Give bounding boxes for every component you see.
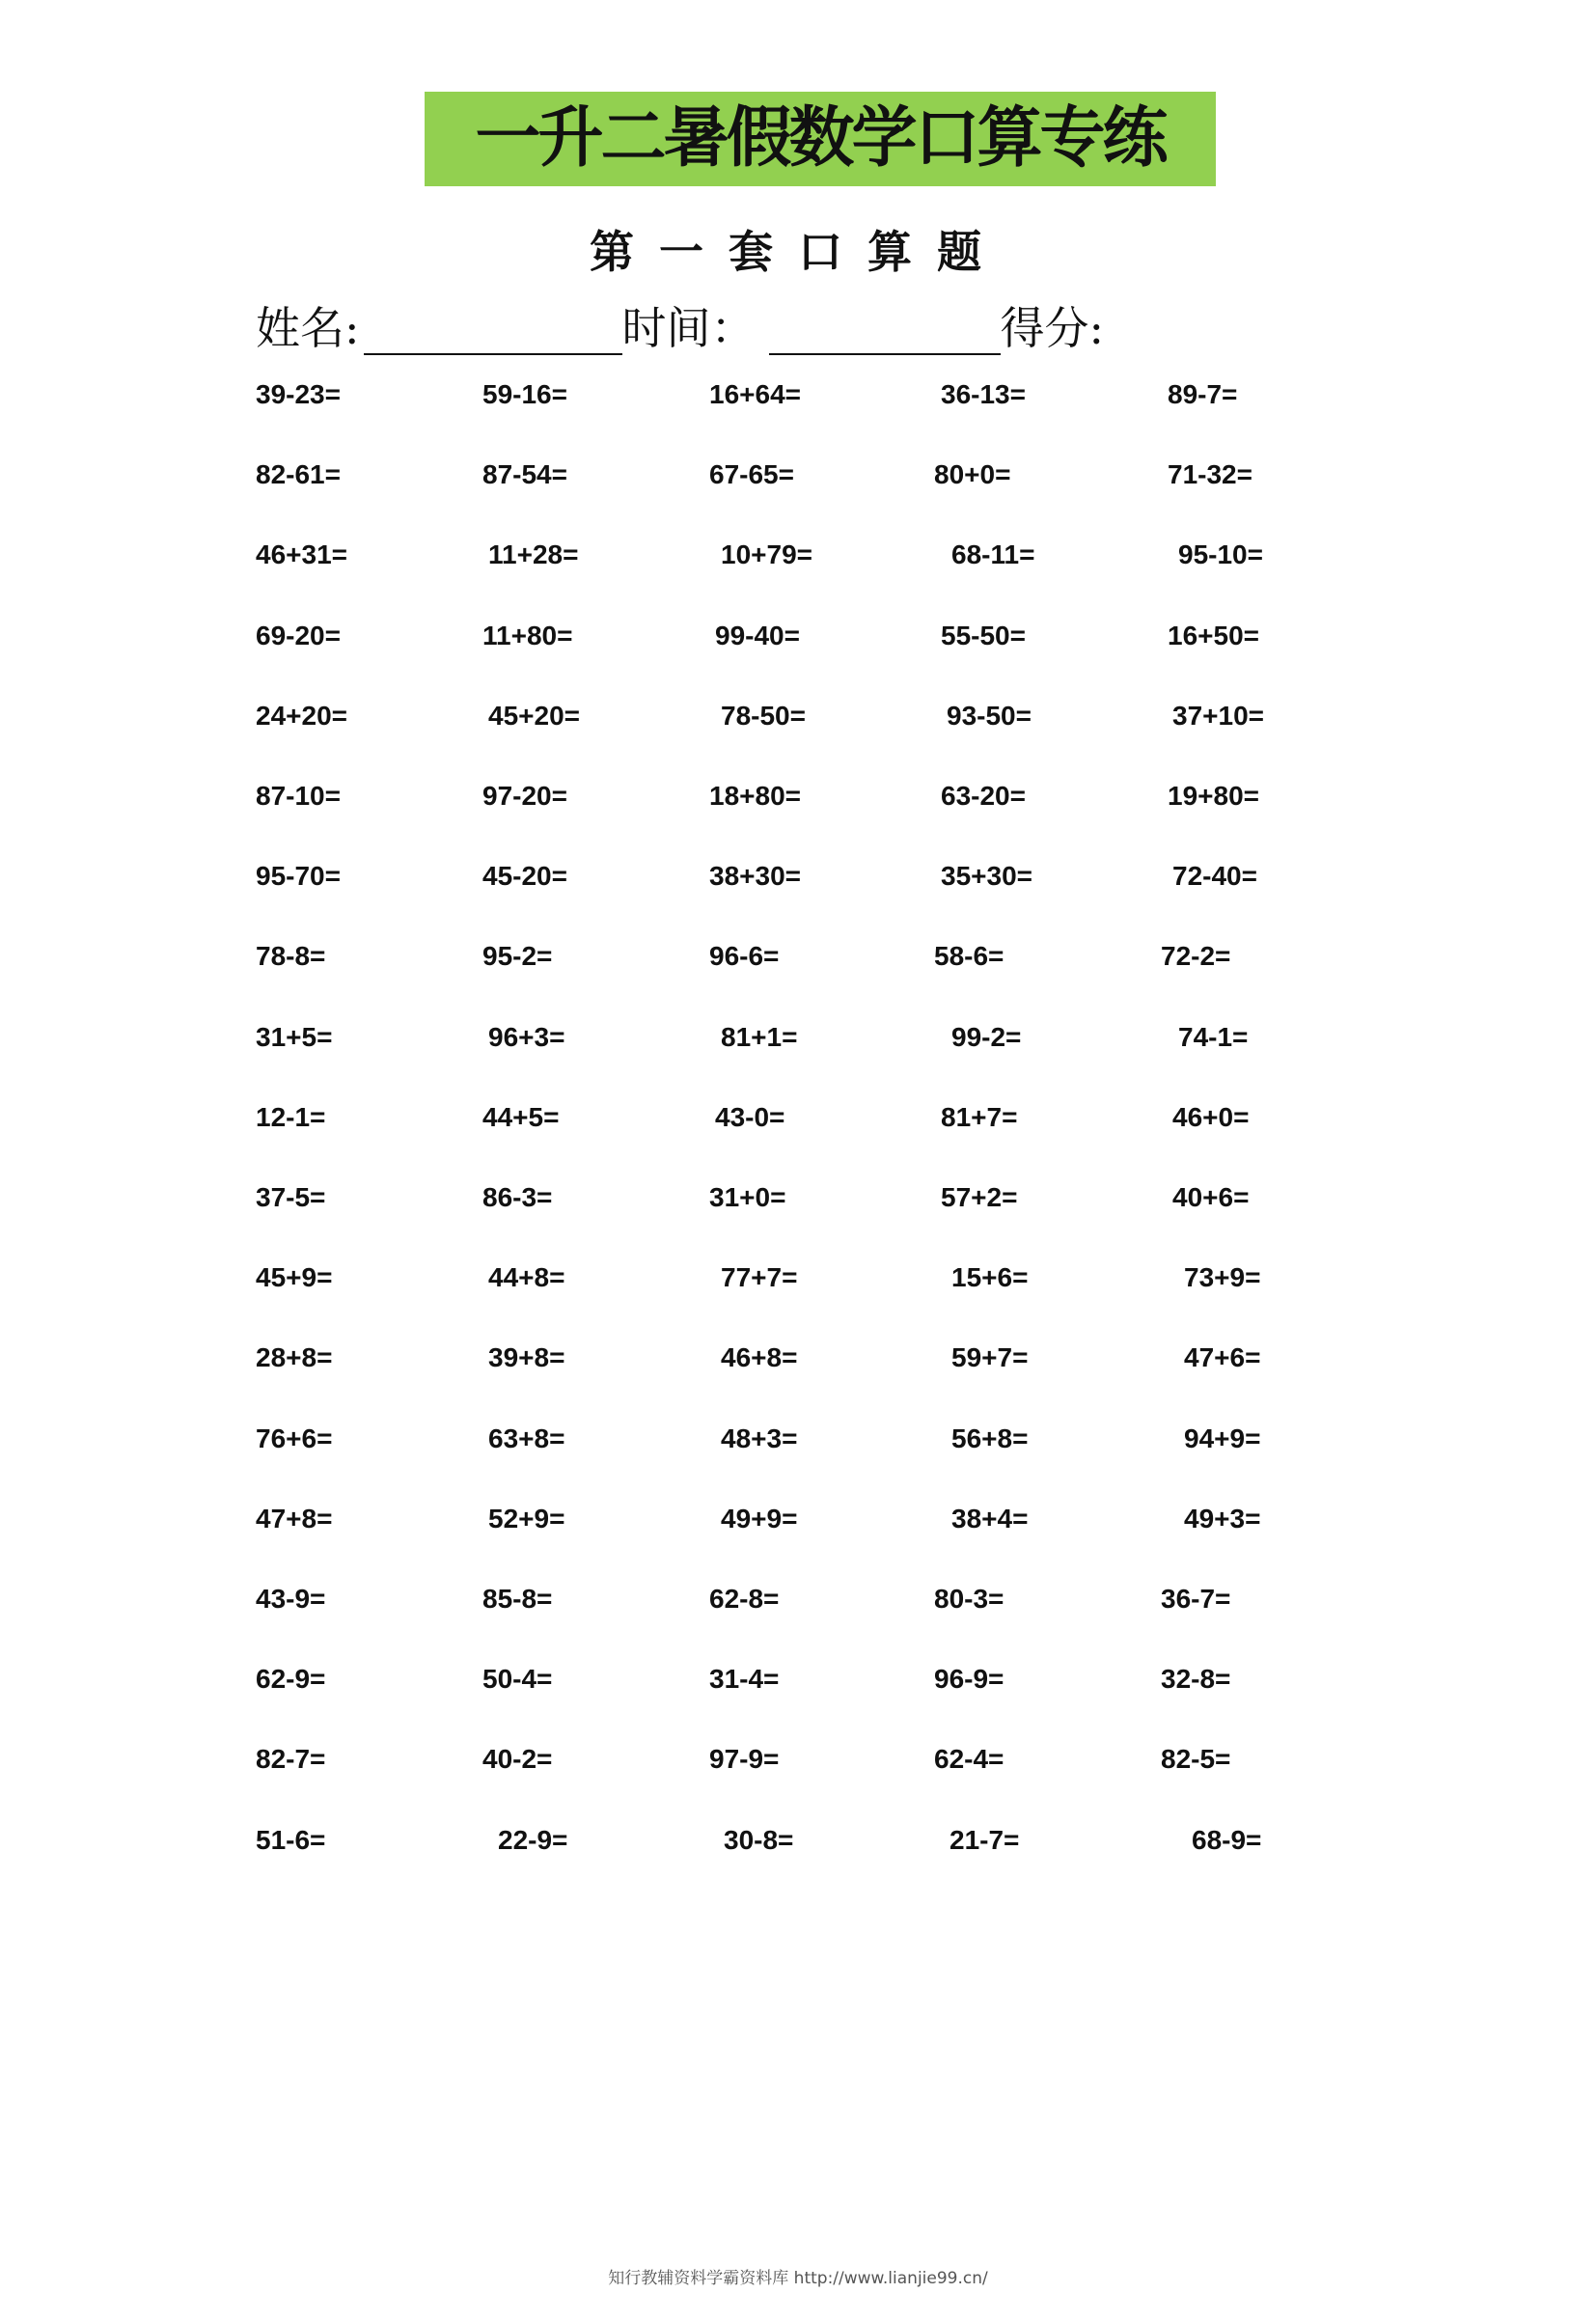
arithmetic-problem: 76+6= (256, 1423, 333, 1453)
arithmetic-problem: 97-20= (482, 781, 567, 811)
arithmetic-problem: 81+1= (721, 1022, 798, 1052)
arithmetic-problem: 63-20= (941, 781, 1026, 811)
arithmetic-problem: 10+79= (721, 539, 812, 569)
arithmetic-problem: 86-3= (482, 1182, 553, 1212)
arithmetic-problem: 31-4= (709, 1664, 780, 1694)
arithmetic-problem: 94+9= (1184, 1423, 1261, 1453)
arithmetic-problem: 73+9= (1184, 1262, 1261, 1292)
arithmetic-problem: 62-8= (709, 1584, 780, 1614)
arithmetic-problem: 22-9= (498, 1825, 568, 1855)
arithmetic-problem: 43-9= (256, 1584, 326, 1614)
arithmetic-problem: 82-5= (1161, 1744, 1231, 1774)
time-blank (769, 311, 1001, 355)
arithmetic-problem: 38+4= (951, 1504, 1029, 1534)
arithmetic-problem: 19+80= (1168, 781, 1259, 811)
arithmetic-problem: 45+9= (256, 1262, 333, 1292)
name-blank (364, 311, 622, 355)
arithmetic-problem: 39+8= (488, 1342, 565, 1372)
score-label: 得分: (1000, 302, 1104, 354)
arithmetic-problem: 38+30= (709, 861, 801, 891)
arithmetic-problem: 67-65= (709, 459, 794, 489)
arithmetic-problem: 37+10= (1172, 701, 1264, 731)
arithmetic-problem: 51-6= (256, 1825, 326, 1855)
arithmetic-problem: 55-50= (941, 621, 1026, 650)
arithmetic-problem: 16+50= (1168, 621, 1259, 650)
arithmetic-problem: 47+8= (256, 1504, 333, 1534)
footer-source: 知行教辅资料学霸资料库 http://www.lianjie99.cn/ (608, 2269, 988, 2288)
arithmetic-problem: 39-23= (256, 379, 341, 409)
arithmetic-problem: 96+3= (488, 1022, 565, 1052)
arithmetic-problem: 59+7= (951, 1342, 1029, 1372)
arithmetic-problem: 72-40= (1172, 861, 1257, 891)
arithmetic-problem: 37-5= (256, 1182, 326, 1212)
arithmetic-problem: 97-9= (709, 1744, 780, 1774)
arithmetic-problem: 11+28= (488, 539, 579, 569)
arithmetic-problem: 81+7= (941, 1102, 1018, 1132)
arithmetic-problem: 89-7= (1168, 379, 1238, 409)
arithmetic-problem: 80+0= (934, 459, 1011, 489)
arithmetic-problem: 44+5= (482, 1102, 560, 1132)
arithmetic-problem: 49+9= (721, 1504, 798, 1534)
arithmetic-problem: 52+9= (488, 1504, 565, 1534)
arithmetic-problem: 96-9= (934, 1664, 1004, 1694)
arithmetic-problem: 46+31= (256, 539, 347, 569)
arithmetic-problem: 31+5= (256, 1022, 333, 1052)
arithmetic-problem: 77+7= (721, 1262, 798, 1292)
arithmetic-problem: 35+30= (941, 861, 1032, 891)
page-title: 一升二暑假数学口算专练 (475, 100, 1166, 177)
arithmetic-problem: 78-50= (721, 701, 806, 731)
arithmetic-problem: 30-8= (724, 1825, 794, 1855)
arithmetic-problem: 48+3= (721, 1423, 798, 1453)
arithmetic-problem: 87-10= (256, 781, 341, 811)
arithmetic-problem: 43-0= (715, 1102, 785, 1132)
arithmetic-problem: 85-8= (482, 1584, 553, 1614)
arithmetic-problem: 40+6= (1172, 1182, 1250, 1212)
arithmetic-problem: 96-6= (709, 941, 780, 971)
arithmetic-problem: 80-3= (934, 1584, 1004, 1614)
arithmetic-problem: 74-1= (1178, 1022, 1249, 1052)
arithmetic-problem: 50-4= (482, 1664, 553, 1694)
arithmetic-problem: 71-32= (1168, 459, 1252, 489)
arithmetic-problem: 99-40= (715, 621, 800, 650)
worksheet-subtitle: 第一套口算题 (590, 226, 1006, 278)
arithmetic-problem: 18+80= (709, 781, 801, 811)
arithmetic-problem: 44+8= (488, 1262, 565, 1292)
arithmetic-problem: 69-20= (256, 621, 341, 650)
arithmetic-problem: 72-2= (1161, 941, 1231, 971)
arithmetic-problem: 57+2= (941, 1182, 1018, 1212)
arithmetic-problem: 78-8= (256, 941, 326, 971)
arithmetic-problem: 32-8= (1161, 1664, 1231, 1694)
arithmetic-problem: 11+80= (482, 621, 573, 650)
arithmetic-problem: 58-6= (934, 941, 1004, 971)
name-label: 姓名: (256, 302, 360, 354)
arithmetic-problem: 95-2= (482, 941, 553, 971)
arithmetic-problem: 87-54= (482, 459, 567, 489)
arithmetic-problem: 47+6= (1184, 1342, 1261, 1372)
arithmetic-problem: 46+0= (1172, 1102, 1250, 1132)
arithmetic-problem: 16+64= (709, 379, 801, 409)
arithmetic-problem: 82-7= (256, 1744, 326, 1774)
arithmetic-problem: 56+8= (951, 1423, 1029, 1453)
arithmetic-problem: 62-4= (934, 1744, 1004, 1774)
arithmetic-problem: 31+0= (709, 1182, 786, 1212)
arithmetic-problem: 36-13= (941, 379, 1026, 409)
arithmetic-problem: 68-9= (1192, 1825, 1262, 1855)
arithmetic-problem: 62-9= (256, 1664, 326, 1694)
arithmetic-problem: 15+6= (951, 1262, 1029, 1292)
arithmetic-problem: 82-61= (256, 459, 341, 489)
arithmetic-problem: 49+3= (1184, 1504, 1261, 1534)
arithmetic-problem: 46+8= (721, 1342, 798, 1372)
arithmetic-problem: 12-1= (256, 1102, 326, 1132)
arithmetic-problem: 21-7= (949, 1825, 1020, 1855)
student-info-line (256, 299, 1104, 357)
arithmetic-problem: 28+8= (256, 1342, 333, 1372)
arithmetic-problem: 24+20= (256, 701, 347, 731)
arithmetic-problem: 59-16= (482, 379, 567, 409)
arithmetic-problem: 45-20= (482, 861, 567, 891)
arithmetic-problem: 36-7= (1161, 1584, 1231, 1614)
arithmetic-problem: 95-10= (1178, 539, 1263, 569)
arithmetic-problem: 68-11= (951, 539, 1035, 569)
time-label: 时间： (621, 302, 756, 354)
arithmetic-problem: 45+20= (488, 701, 580, 731)
arithmetic-problem: 95-70= (256, 861, 341, 891)
arithmetic-problem: 99-2= (951, 1022, 1022, 1052)
arithmetic-problem: 93-50= (947, 701, 1032, 731)
arithmetic-problem: 40-2= (482, 1744, 553, 1774)
arithmetic-problem: 63+8= (488, 1423, 565, 1453)
